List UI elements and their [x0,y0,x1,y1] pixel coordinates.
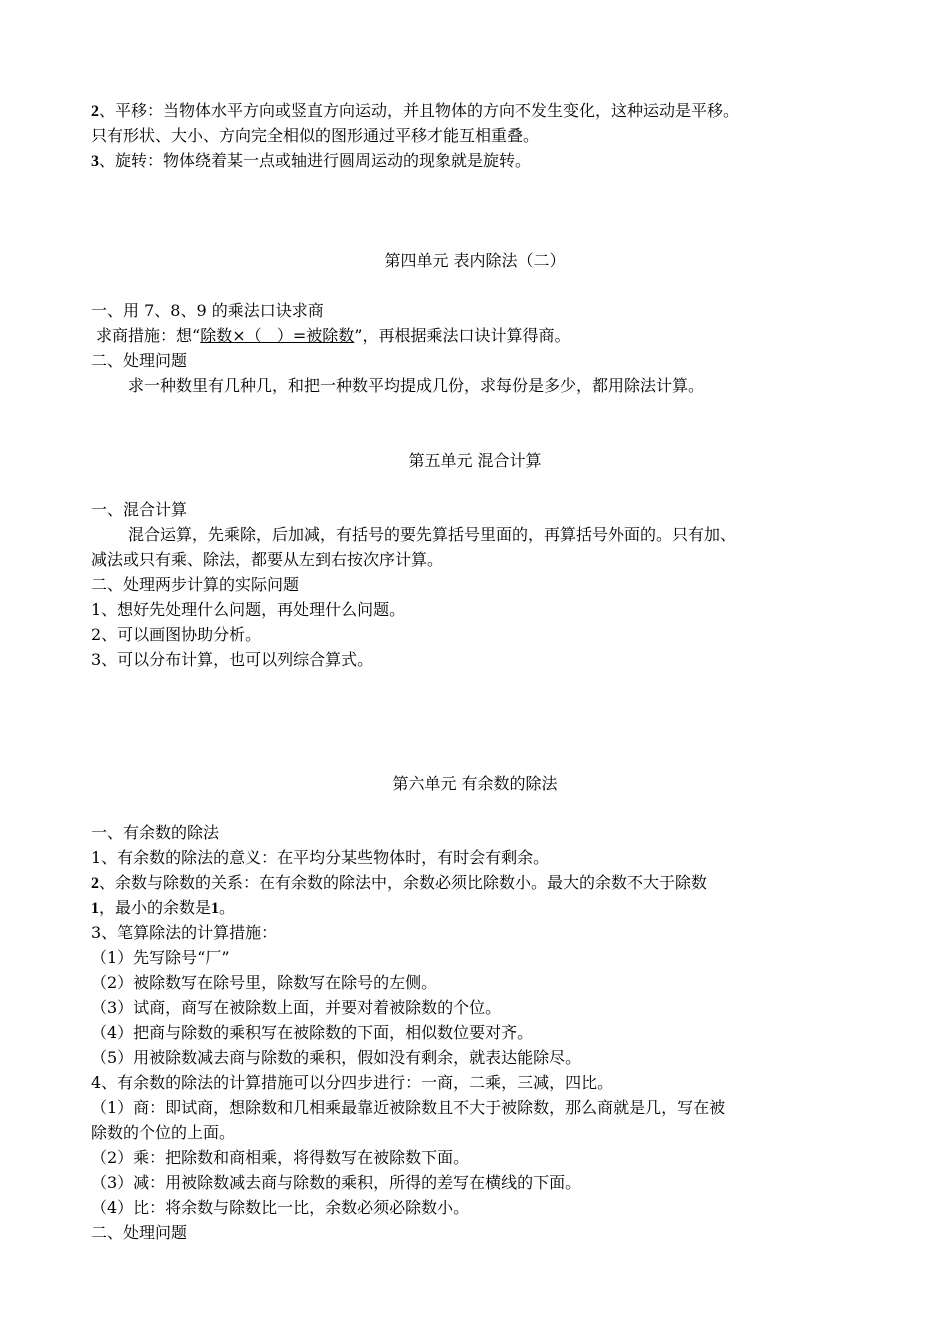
section-title: 一、有余数的除法 [91,823,220,842]
paragraph-line [91,896,891,921]
paragraph-translation [91,99,891,124]
unit4-heading: 第四单元 表内除法（二） [384,251,566,270]
list-item: （2）乘：把除数和商相乘，将得数写在被除数下面。 [91,1148,470,1167]
paragraph-text: 求商措施：想“ [96,326,201,345]
list-item: 4、有余数的除法的计算措施可以分四步进行：一商，二乘，三减，四比。 [91,1073,614,1092]
list-item: （4）把商与除数的乘积写在被除数的下面，相似数位要对齐。 [91,1023,534,1042]
list-item: 1、想好先处理什么问题，再处理什么问题。 [91,600,406,619]
paragraph-text: 混合运算，先乘除，后加减，有括号的要先算括号里面的，再算括号外面的。只有加、 [128,525,737,544]
paragraph-text: 只有形状、大小、方向完全相似的图形通过平移才能互相重叠。 [91,126,540,145]
paragraph-text: ”，再根据乘法口诀计算得商。 [354,326,571,345]
list-item: （3）减：用被除数减去商与除数的乘积，所得的差写在横线的下面。 [91,1173,582,1192]
paragraph-rotation [91,149,891,174]
list-item [91,871,891,896]
item-number: 2 [91,103,99,120]
list-item: （3）试商，商写在被除数上面，并要对着被除数的个位。 [91,998,502,1017]
list-item: （1）先写除号“厂” [91,948,230,967]
list-item: （4）比：将余数与除数比一比，余数必须必除数小。 [91,1198,470,1217]
paragraph-text: ，最小的余数是 [99,898,212,917]
paragraph-text: 。 [219,898,236,917]
paragraph-text: 、平移：当物体水平方向或竖直方向运动，并且物体的方向不发生变化，这种运动是平移。 [99,101,740,120]
paragraph-text: 减法或只有乘、除法，都要从左到右按次序计算。 [91,550,444,569]
item-number: 2 [91,875,99,892]
paragraph-text: 求一种数里有几种几，和把一种数平均提成几份，求每份是多少，都用除法计算。 [128,376,705,395]
section-title: 一、用 7、8、9 的乘法口诀求商 [91,301,324,320]
list-item: （5）用被除数减去商与除数的乘积，假如没有剩余，就表达能除尽。 [91,1048,582,1067]
item-number: 3 [91,153,99,170]
bold-number: 1 [211,900,220,917]
section-title: 二、处理问题 [91,351,188,370]
section-title: 二、处理两步计算的实际问题 [91,575,300,594]
list-item: （1）商：即试商，想除数和几相乘最靠近被除数且不大于被除数，那么商就是几，写在被 [91,1098,726,1117]
list-item: 2、可以画图协助分析。 [91,625,262,644]
list-item: （2）被除数写在除号里，除数写在除号的左侧。 [91,973,438,992]
unit5-heading: 第五单元 混合计算 [408,451,542,470]
unit6-heading: 第六单元 有余数的除法 [392,774,558,793]
section-title: 一、混合计算 [91,500,188,519]
paragraph-method [96,324,896,348]
paragraph-text: 除数的个位的上面。 [91,1123,236,1142]
underlined-formula: 除数×（ ）=被除数 [200,326,355,345]
list-item: 3、笔算除法的计算措施： [91,923,278,942]
bold-number: 1 [91,900,99,917]
list-item: 1、有余数的除法的意义：在平均分某些物体时，有时会有剩余。 [91,848,550,867]
section-title: 二、处理问题 [91,1223,188,1242]
paragraph-text: 、旋转：物体绕着某一点或轴进行圆周运动的现象就是旋转。 [99,151,532,170]
list-item: 3、可以分布计算，也可以列综合算式。 [91,650,374,669]
paragraph-text: 、余数与除数的关系：在有余数的除法中，余数必须比除数小。最大的余数不大于除数 [99,873,708,892]
